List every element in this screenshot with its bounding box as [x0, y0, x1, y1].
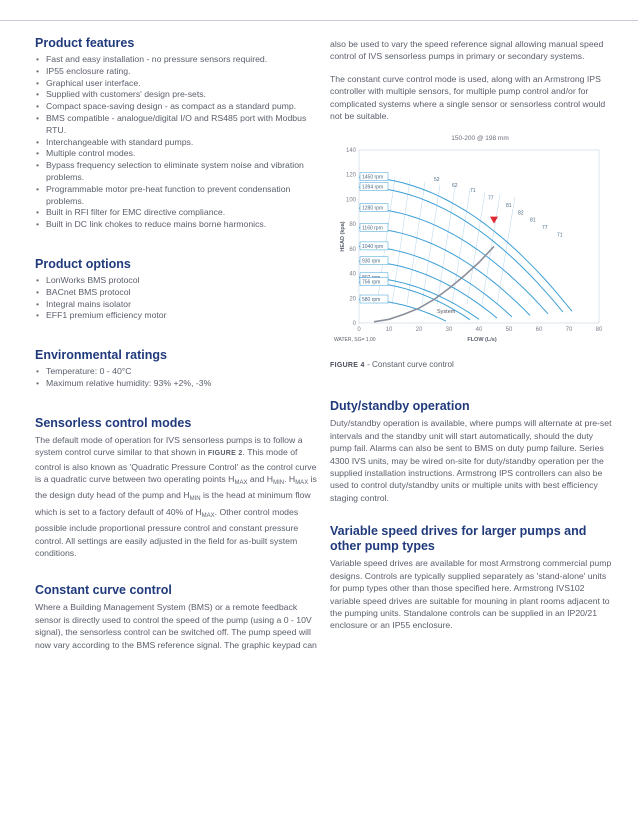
- variable-speed-text: Variable speed drives are available for most Armstrong commercial pump designs. Controls are typically supplied separately as 'stand-alone' units for pump types other than those specified here. Armstrong IVS102 variable speed drives are suitable for mouning in plant rooms adjacent to the pumping units. Standalone controls can be supplied in an IP20/21 enclosure or an IP55 enclosure.: [330, 558, 612, 631]
- environmental-ratings-heading: Environmental ratings: [35, 348, 167, 363]
- list-item: • Built in RFI filter for EMC directive compliance.: [35, 207, 318, 219]
- efficiency-label: 82: [518, 210, 524, 217]
- rpm-label: 1280 rpm: [362, 206, 384, 213]
- y-tick-label: 100: [345, 197, 356, 204]
- rpm-label: 580 rpm: [362, 297, 381, 304]
- list-item: • Programmable motor pre-heat function to prevent condensation problems.: [35, 184, 318, 208]
- top-rule: [0, 20, 638, 21]
- x-tick-label: 80: [595, 327, 603, 334]
- x-tick-label: 0: [357, 327, 361, 334]
- figure-caption: FIGURE 4 - Constant curve control: [330, 360, 454, 370]
- efficiency-label: 62: [452, 183, 458, 190]
- list-item: • Built in DC link chokes to reduce mains borne harmonics.: [35, 219, 318, 231]
- y-tick-label: 40: [349, 272, 356, 279]
- product-options-list: [35, 275, 318, 322]
- environmental-ratings-list: [35, 366, 318, 390]
- operating-point-marker: [490, 217, 498, 224]
- left-column: [35, 36, 318, 651]
- list-item: • BMS compatible - analogue/digital I/O and RS485 port with Modbus RTU.: [35, 113, 318, 137]
- list-item: • EFF1 premium efficiency motor: [35, 310, 318, 322]
- duty-standby-heading: Duty/standby operation: [330, 399, 470, 414]
- y-tick-label: 60: [349, 247, 356, 254]
- fluid-note: WATER, SG= 1.00: [334, 337, 376, 344]
- efficiency-label: 71: [470, 188, 476, 195]
- list-item: • Integral mains isolator: [35, 299, 318, 311]
- constant-curve-continued: also be used to vary the speed reference signal allowing manual speed control of IVS sensorless pumps in primary or secondary systems.: [330, 39, 604, 62]
- system-curve: [374, 247, 494, 322]
- y-tick-label: 120: [345, 173, 356, 180]
- sensorless-control-heading: Sensorless control modes: [35, 415, 192, 430]
- product-options-heading: Product options: [35, 256, 131, 271]
- variable-speed-heading: Variable speed drives for larger pumps and other pump types: [330, 524, 587, 554]
- x-axis-label: FLOW (L/s): [467, 337, 497, 344]
- efficiency-label: 71: [557, 232, 563, 239]
- rpm-label: 1040 rpm: [362, 244, 384, 251]
- list-item: • BACnet BMS protocol: [35, 287, 318, 299]
- rpm-label: 930 rpm: [362, 259, 381, 266]
- x-tick-label: 40: [475, 327, 483, 334]
- right-column: [330, 38, 615, 632]
- list-item: • Bypass frequency selection to eliminate system noise and vibration problems.: [35, 160, 318, 184]
- chart-svg: [322, 128, 612, 358]
- x-tick-label: 50: [505, 327, 513, 334]
- x-tick-label: 60: [535, 327, 543, 334]
- rpm-label: 1394 rpm: [362, 185, 384, 192]
- efficiency-label: 81: [530, 218, 536, 225]
- product-features-list: [35, 54, 318, 231]
- pump-curve: [359, 178, 572, 312]
- y-tick-label: 140: [345, 148, 356, 155]
- list-item: • Multiple control modes.: [35, 148, 318, 160]
- y-tick-label: 0: [352, 321, 356, 328]
- chart-title: 150-200 @ 198 mm: [451, 135, 509, 143]
- constant-curve-heading: Constant curve control: [35, 583, 172, 598]
- duty-standby-text: Duty/standby operation is available, where pumps will alternate at pre-set intervals and the standby unit will start automatically, should the duty pump fail. Alarms can also be sent to BMS on duty pump failure. Series 4300 IVS units, may be wired on-site for duty/standby operation per the supplied installation instructions. Armstrong IPS controllers can also be used to control duty/standby units or multiple units with best efficiency staging control.: [330, 418, 612, 503]
- list-item: • Temperature: 0 - 40°C: [35, 366, 318, 378]
- rpm-label: 1160 rpm: [362, 225, 383, 232]
- efficiency-line: [407, 183, 425, 305]
- rpm-label: 1450 rpm: [362, 175, 384, 182]
- sensorless-control-text: The default mode of operation for IVS sensorless pumps is to follow a system control curve similar to that shown in FIGURE 2. This mode of control is also known as 'Quadratic Pressure Control' as the control curve is a quadratic curve between two operating points $H_{MAX}$ and $H_{MIN}$. $H_{MAX}$ is the design duty head of the pump and $H_{MIN}$ is the head at minimum flow which is set to a factory default of 40% of $H_{MAX}$. Other control modes possible include proportional pressure control and constant pressure control. All settings are easily adjusted in the field for as-built system conditions.: [35, 434, 317, 558]
- list-item: • Fast and easy installation - no pressure sensors required.: [35, 54, 318, 66]
- list-item: • IP55 enclosure rating.: [35, 66, 318, 78]
- list-item: • LonWorks BMS protocol: [35, 275, 318, 287]
- efficiency-label: 77: [542, 225, 548, 232]
- y-axis-label: HEAD (kpa): [340, 221, 346, 253]
- x-tick-label: 70: [565, 327, 573, 334]
- y-tick-label: 20: [349, 296, 356, 303]
- efficiency-label: 77: [488, 195, 494, 202]
- pump-curve-chart: [322, 128, 612, 358]
- x-tick-label: 10: [385, 327, 393, 334]
- system-curve-label: System: [437, 309, 456, 316]
- x-tick-label: 30: [445, 327, 453, 334]
- list-item: • Graphical user interface.: [35, 78, 318, 90]
- y-tick-label: 80: [349, 222, 356, 229]
- list-item: • Maximum relative humidity: 93% +2%, -3%: [35, 378, 318, 390]
- product-features-heading: Product features: [35, 36, 135, 50]
- chart-frame: [359, 150, 599, 323]
- rpm-label: 756 rpm: [362, 280, 381, 287]
- x-tick-label: 20: [415, 327, 423, 334]
- constant-curve-text: Where a Building Management System (BMS) or a remote feedback sensor is directly used to control the speed of the pump (using a 0 - 10V signal), the sensorless control can be switched off. The pump speed will now vary according to the BMS reference signal. The graphic keypad can: [35, 602, 317, 650]
- efficiency-label: 81: [506, 203, 512, 210]
- list-item: • Interchangeable with standard pumps.: [35, 137, 318, 149]
- efficiency-label: 52: [434, 177, 440, 184]
- constant-curve-ips: The constant curve control mode is used, along with an Armstrong IPS controller with multiple sensors, for multiple pump control and/or for complicated systems where a single sensor or sensorless control would not be suitable.: [330, 73, 606, 122]
- efficiency-line: [452, 190, 470, 305]
- list-item: • Compact space-saving design - as compact as a standard pump.: [35, 101, 318, 113]
- list-item: • Supplied with customers' design pre-sets.: [35, 89, 318, 101]
- efficiency-line: [497, 197, 515, 305]
